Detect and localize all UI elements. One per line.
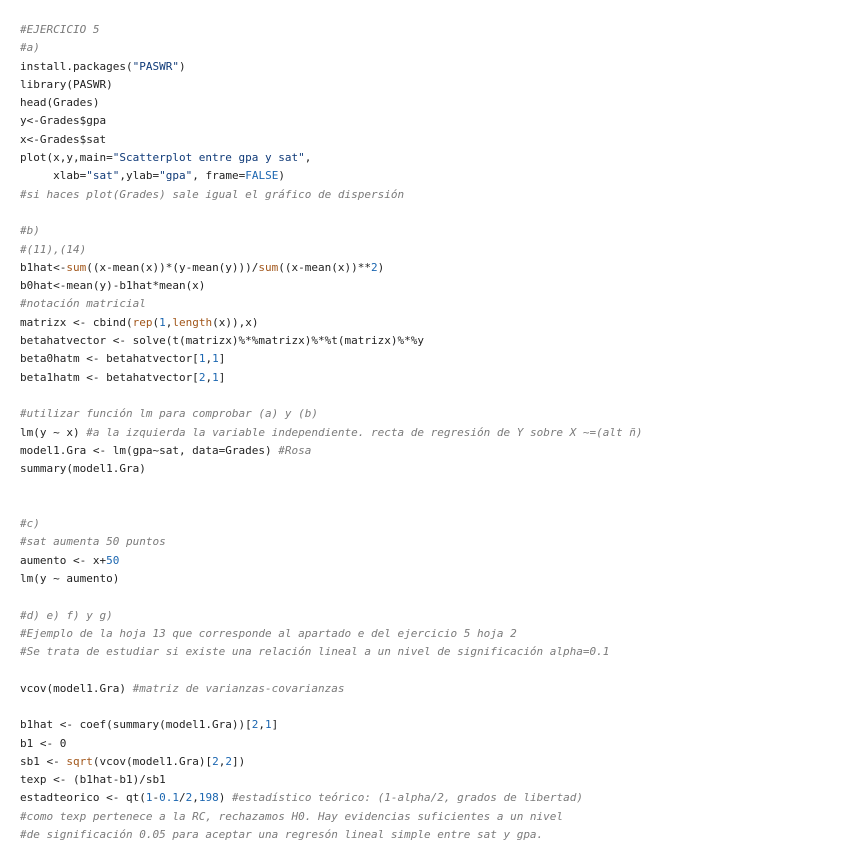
code-line[interactable] [20,808,840,826]
code-token-plain: xlab= [20,169,87,183]
code-line[interactable] [20,259,840,277]
code-token-string: "PASWR" [132,59,179,73]
code-line[interactable] [20,735,840,753]
code-line[interactable] [20,277,840,295]
code-line[interactable] [20,661,840,679]
code-token-plain: plot(x,y,main= [20,151,113,165]
code-line[interactable] [20,643,840,661]
code-line[interactable] [20,204,840,222]
code-token-number: 1 [198,352,206,366]
code-editor[interactable] [20,21,840,844]
code-token-kw: FALSE [245,169,279,183]
code-line[interactable] [20,186,840,204]
code-line[interactable] [20,570,840,588]
code-token-number: 1 [159,315,166,329]
code-token-plain: texp <- (b1hat-b1)/sb1 [20,773,166,787]
code-line[interactable] [20,21,840,39]
code-token-plain: aumento <- x+ [20,553,107,567]
code-token-number: 1 [212,352,219,366]
code-token-plain: ] [218,370,226,384]
code-token-string: "Scatterplot entre gpa y sat" [112,151,305,165]
code-line[interactable] [20,332,840,350]
code-line[interactable] [20,112,840,130]
code-token-plain: b1hat<- [20,260,67,274]
code-token-plain: lm(y ~ x) [20,425,87,439]
code-token-comment: #c) [20,517,40,531]
code-token-plain: matrizx <- cbind( [20,315,133,329]
code-line[interactable] [20,497,840,515]
code-token-plain: vcov(model1.Gra) [20,681,133,695]
code-line[interactable] [20,149,840,167]
code-line[interactable] [20,58,840,76]
code-token-plain: b0hat<-mean(y)-b1hat*mean(x) [20,279,206,293]
code-token-plain: ) [278,169,285,183]
code-line[interactable] [20,369,840,387]
code-token-number: 2 [185,791,193,805]
code-token-number: 2 [198,370,206,384]
code-line[interactable] [20,716,840,734]
code-line[interactable] [20,771,840,789]
code-token-number: 1 [145,791,153,805]
code-token-comment: #sat aumenta 50 puntos [20,535,166,549]
code-line[interactable] [20,350,840,368]
code-token-number: 2 [251,718,259,732]
code-token-plain: ((x-mean(x))*(y-mean(y)))/ [86,260,259,274]
code-line[interactable] [20,533,840,551]
code-token-plain: head(Grades) [20,96,100,110]
code-token-comment: #estadístico teórico: (1-alpha/2, grados de libertad) [231,791,583,805]
code-token-plain: - [152,791,160,805]
code-token-plain: , [304,151,312,165]
code-line[interactable] [20,478,840,496]
code-token-plain: ] [218,352,226,366]
code-token-comment: #Ejemplo de la hoja 13 que corresponde al apartado e del ejercicio 5 hoja 2 [20,626,517,640]
code-token-plain: estadteorico <- qt( [20,791,146,805]
code-token-plain: install.packages( [20,59,133,73]
code-token-plain: model1.Gra <- lm(gpa~sat, data=Grades) [20,443,279,457]
code-line[interactable] [20,442,840,460]
code-token-plain: lm(y ~ aumento) [20,571,120,585]
code-line[interactable] [20,625,840,643]
code-token-comment: #matriz de varianzas-covarianzas [132,681,345,695]
code-token-plain: ((x-mean(x))** [278,260,372,274]
code-token-plain: b1 <- 0 [20,736,67,750]
code-token-number: 0.1 [159,791,179,805]
code-token-comment: #a) [20,41,40,55]
code-token-plain: x<-Grades$sat [20,132,107,146]
code-line[interactable] [20,76,840,94]
code-line[interactable] [20,588,840,606]
code-token-number: 2 [371,260,378,274]
code-line[interactable] [20,515,840,533]
code-token-comment: #utilizar función lm para comprobar (a) y (b) [20,407,319,421]
code-line[interactable] [20,387,840,405]
code-token-comment: #(11),(14) [20,242,87,256]
code-token-string: "gpa" [159,169,193,183]
code-line[interactable] [20,789,840,807]
code-token-comment: #como texp pertenece a la RC, rechazamos H0. Hay evidencias suficientes a un nivel [20,809,564,823]
code-token-number: 2 [212,754,219,768]
code-line[interactable] [20,826,840,844]
code-line[interactable] [20,460,840,478]
code-token-func: sum [258,260,279,274]
code-line[interactable] [20,222,840,240]
code-token-plain: b1hat <- coef(summary(model1.Gra))[ [20,718,252,732]
code-line[interactable] [20,607,840,625]
code-token-plain: , frame= [192,169,246,183]
code-line[interactable] [20,167,840,185]
code-token-number: 1 [265,718,272,732]
code-token-number: 1 [212,370,219,384]
code-token-plain: (vcov(model1.Gra)[ [92,754,213,768]
code-line[interactable] [20,295,840,313]
code-line[interactable] [20,753,840,771]
code-token-comment: #de significación 0.05 para aceptar una regresón lineal simple entre sat y gpa. [20,828,544,842]
code-token-comment: #Rosa [278,443,312,457]
code-line[interactable] [20,680,840,698]
code-line[interactable] [20,698,840,716]
code-token-plain: / [178,791,186,805]
code-token-plain: ,ylab= [119,169,160,183]
code-token-plain: (x)),x) [212,315,259,329]
code-token-comment: #Se trata de estudiar si existe una relación lineal a un nivel de significación alpha=0.1 [20,645,610,659]
code-token-plain: betahatvector <- solve(t(matrizx)%*%matrizx)%*%t(matrizx)%*%y [20,334,424,348]
code-token-plain: sb1 <- [20,754,67,768]
code-line[interactable] [20,314,840,332]
code-token-comment: #EJERCICIO 5 [20,23,100,36]
code-line[interactable] [20,131,840,149]
code-line[interactable] [20,552,840,570]
code-token-plain: ]) [231,754,246,768]
code-token-number: 198 [198,791,219,805]
code-line[interactable] [20,94,840,112]
code-line[interactable] [20,241,840,259]
code-token-plain: beta1hatm <- betahatvector[ [20,370,199,384]
code-token-plain: ( [152,315,160,329]
code-token-comment: #b) [20,224,40,238]
code-line[interactable] [20,424,840,442]
code-token-plain: y<-Grades$gpa [20,114,107,128]
code-token-func: sqrt [66,754,93,768]
code-token-number: 2 [225,754,232,768]
code-token-func: rep [132,315,153,329]
code-token-number: 50 [106,553,120,567]
code-token-plain: , [205,370,213,384]
code-token-comment: #notación matricial [20,297,146,311]
code-token-plain: ) [178,59,186,73]
code-line[interactable] [20,405,840,423]
code-line[interactable] [20,39,840,57]
code-token-plain: , [165,315,173,329]
code-token-plain: , [205,352,213,366]
code-token-func: length [172,315,213,329]
code-token-comment: #a la izquierda la variable independiente. recta de regresión de Y sobre X ~=(alt ñ) [86,425,643,439]
code-token-plain: library(PASWR) [20,77,113,91]
code-token-plain: beta0hatm <- betahatvector[ [20,352,199,366]
code-token-plain: , [258,718,266,732]
code-token-plain: , [192,791,199,805]
code-token-comment: #d) e) f) y g) [20,608,113,622]
code-token-plain: ) [218,791,232,805]
code-token-string: "sat" [86,169,120,183]
code-token-plain: ) [377,260,385,274]
code-token-comment: #si haces plot(Grades) sale igual el gráfico de dispersión [20,187,405,201]
code-token-plain: ] [271,718,279,732]
code-token-plain: , [218,754,226,768]
code-token-func: sum [66,260,87,274]
code-token-plain: summary(model1.Gra) [20,462,146,476]
